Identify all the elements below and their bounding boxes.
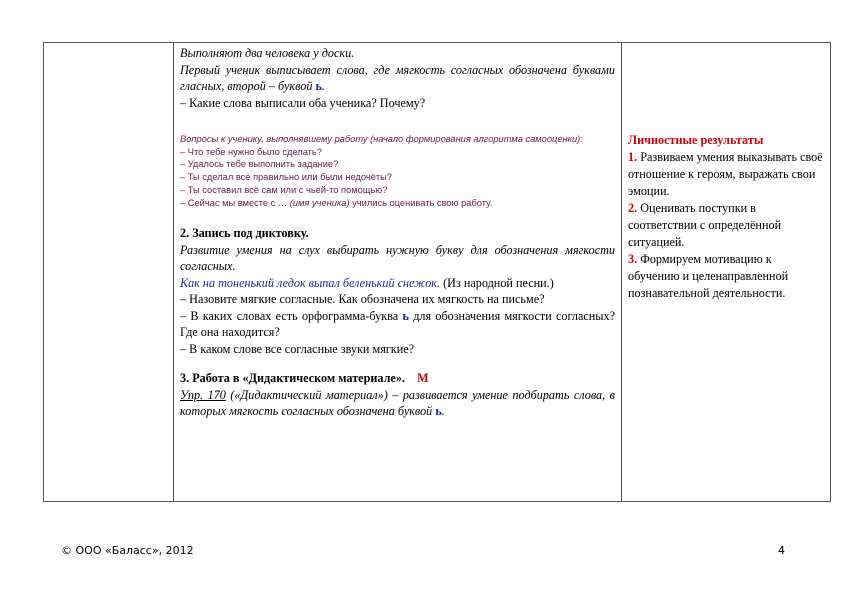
self-assessment-intro: Вопросы к ученику, выполнявшему работу (начало формирования алгоритма самооценки): <box>180 134 583 144</box>
section-3-title: 3. Работа в «Дидактическом материале». М <box>180 371 429 386</box>
left-column <box>44 43 174 501</box>
right-column <box>622 43 830 501</box>
personal-results-title: Личностные результаты <box>628 133 764 147</box>
exercise-text: Упр. 170 («Дидактический материал») – развивается умение подбирать слова, в которых мягкость согласных обозначена буквой ь. <box>180 387 615 419</box>
lesson-table <box>43 42 831 502</box>
question-2-2: – В каких словах есть орфограмма-буква ь для обозначения мягкости согласных? Где она находится? <box>180 308 615 340</box>
result-item-2: 2. Оценивать поступки в соответствии с определённой ситуацией. <box>628 201 782 249</box>
task-description: Первый ученик выписывает слова, где мягкость согласных обозначена буквами гласных, второй – буквой ь. <box>180 62 615 93</box>
self-assessment-q2: – Удалось тебе выполнить задание? <box>180 159 339 170</box>
intro-line: Выполняют два человека у доски. <box>180 46 355 60</box>
question-2-1: – Назовите мягкие согласные. Как обозначена их мягкость на письме? <box>180 292 545 307</box>
page-number: 4 <box>778 544 785 557</box>
question-1: – Какие слова выписали оба ученика? Почему? <box>180 95 426 110</box>
question-2-3: – В каком слове все согласные звуки мягкие? <box>180 341 415 356</box>
result-item-3: 3. Формируем мотивацию к обучению и целенаправленной познавательной деятельности. <box>628 252 789 300</box>
self-assessment-q1: – Что тебе нужно было сделать? <box>180 146 322 157</box>
result-item-1: 1. Развиваем умения выказывать своё отношение к героям, выражать свои эмоции. <box>628 150 823 198</box>
self-assessment-q4: – Ты составил всё сам или с чьей-то помощью? <box>180 184 388 195</box>
section-2-description: Развитие умения на слух выбирать нужную букву для обозначения мягкости согласных. <box>180 242 615 274</box>
exercise-ref: Упр. 170 <box>180 387 226 402</box>
soft-sign-letter: ь <box>315 79 322 93</box>
dictation-text: Как на тоненький ледок выпал беленький снежок. (Из народной песни.) <box>180 275 554 290</box>
personal-results <box>628 132 824 302</box>
marker-m: М <box>417 371 429 386</box>
footer-copyright: © ООО «Баласс», 2012 <box>61 544 194 557</box>
self-assessment-q3: – Ты сделал всё правильно или были недочёты? <box>180 172 392 183</box>
self-assessment-q5: – Сейчас мы вместе с … (имя ученика) учились оценивать свою работу. <box>180 197 493 208</box>
middle-column <box>174 43 622 501</box>
section-2-title: 2. Запись под диктовку. <box>180 226 309 241</box>
